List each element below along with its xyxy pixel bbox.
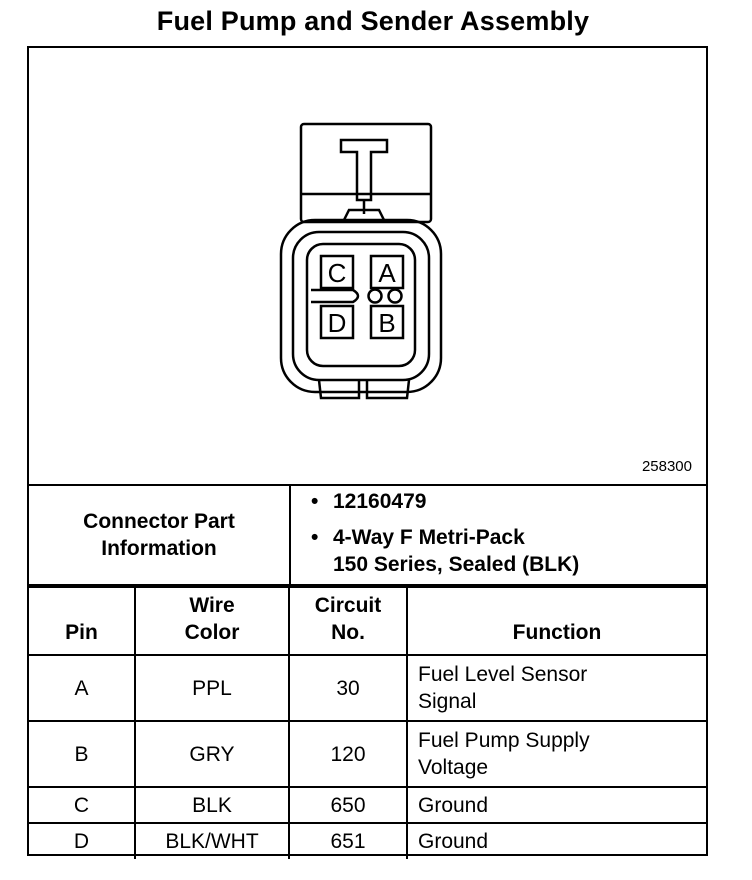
cavity-label-c: C: [327, 258, 347, 288]
pin-cell: C: [29, 787, 135, 823]
table-header-row: [29, 587, 706, 655]
header-wire-color: Wire Color: [135, 587, 289, 655]
cavity-label-b: B: [378, 308, 396, 338]
function-cell: Ground: [407, 823, 706, 859]
connector-series: 150 Series, Sealed (BLK): [333, 553, 580, 576]
circuit-cell: 651: [289, 823, 407, 859]
function-cell: Fuel Level Sensor Signal: [407, 655, 706, 721]
latch-housing: [301, 124, 431, 222]
pin-cell: A: [29, 655, 135, 721]
table-row: [29, 823, 706, 859]
connector-body-mid: [293, 232, 429, 380]
pinout-table: [29, 586, 706, 859]
circuit-cell: 30: [289, 655, 407, 721]
cavity-label-d: D: [327, 308, 347, 338]
index-hole-left: [369, 290, 382, 303]
circuit-cell: 120: [289, 721, 407, 787]
wire-color-cell: BLK/WHT: [135, 823, 289, 859]
figure-id: 258300: [641, 458, 692, 475]
pin-cell: D: [29, 823, 135, 859]
connector-sheet: [27, 46, 708, 856]
circuit-cell: 650: [289, 787, 407, 823]
connector-info-label: [29, 486, 291, 584]
function-cell: Fuel Pump Supply Voltage: [407, 721, 706, 787]
index-hole-right: [389, 290, 402, 303]
wire-color-cell: GRY: [135, 721, 289, 787]
header-circuit-no: Circuit No.: [289, 587, 407, 655]
bottom-foot-right: [367, 380, 409, 398]
polarizing-key: [311, 290, 358, 302]
table-row: [29, 787, 706, 823]
latch-t: [341, 140, 387, 200]
connector-info-row: [29, 486, 706, 586]
header-pin: Pin: [29, 587, 135, 655]
function-cell: Ground: [407, 787, 706, 823]
wire-color-cell: PPL: [135, 655, 289, 721]
part-number: 12160479: [333, 490, 427, 513]
connector-info-label-line: Connector Part: [83, 510, 235, 533]
table-row: [29, 721, 706, 787]
table-row: [29, 655, 706, 721]
cavity-label-a: A: [378, 258, 396, 288]
connector-type: 4-Way F Metri-Pack: [333, 526, 525, 549]
page-title: Fuel Pump and Sender Assembly: [156, 6, 590, 36]
connector-info-items: [291, 486, 706, 584]
bullet-icon: •: [311, 490, 319, 513]
connector-figure: [29, 48, 706, 486]
connector-info-label-line: Information: [101, 537, 217, 560]
wire-color-cell: BLK: [135, 787, 289, 823]
header-function: Function: [407, 587, 706, 655]
connector-drawing: [29, 48, 706, 484]
bullet-icon: •: [311, 526, 319, 549]
bottom-foot-left: [319, 380, 359, 398]
pin-cell: B: [29, 721, 135, 787]
